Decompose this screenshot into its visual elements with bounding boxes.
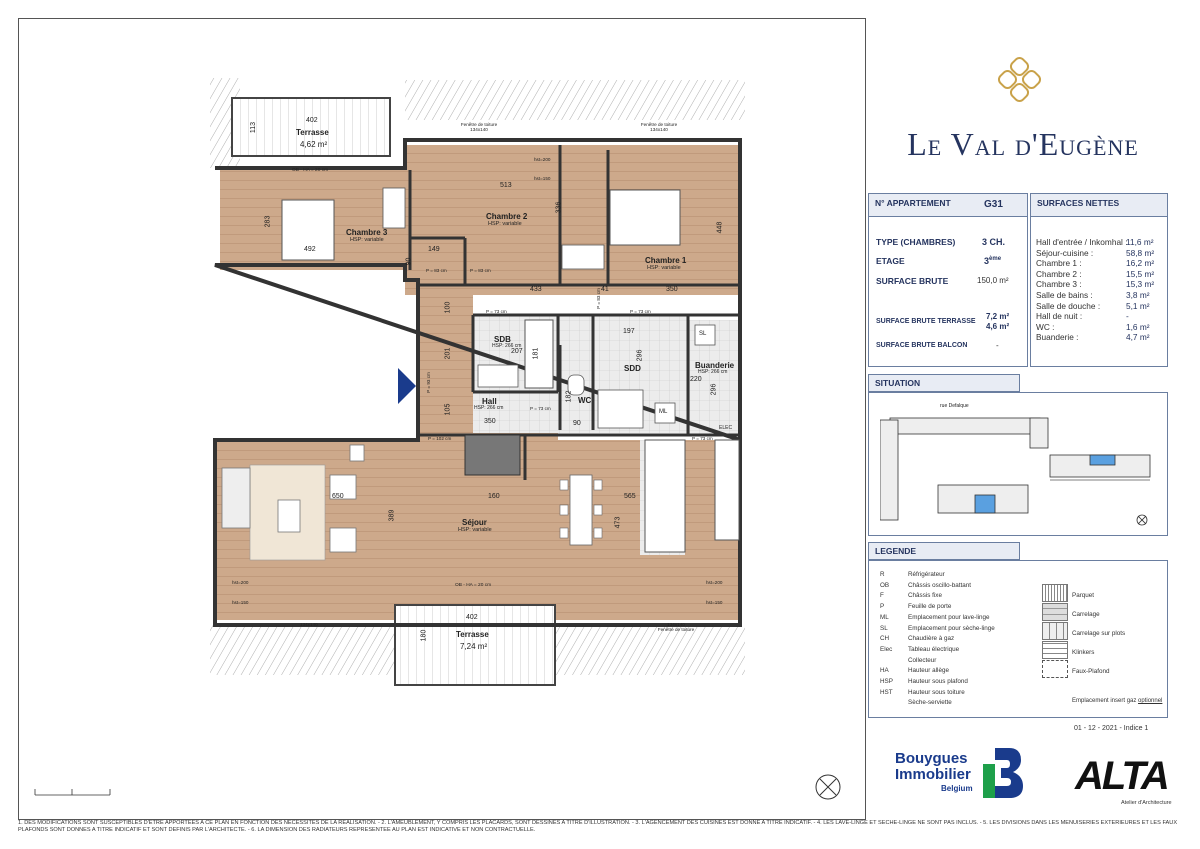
legend-material-swatch — [1042, 641, 1068, 659]
note-p: P = 73 cm — [630, 309, 651, 314]
room-sdd: SDD — [624, 364, 641, 373]
dim: 181 — [532, 347, 540, 360]
surface-row-name: Hall d'entrée / Inkomhal : — [1036, 237, 1128, 247]
dim: 402 — [466, 614, 478, 621]
date-line: 01 - 12 - 2021 - Indice 1 — [1074, 725, 1149, 732]
gross-value: 150,0 m² — [977, 276, 1009, 285]
room-chambre3: Chambre 3 — [346, 228, 388, 237]
note-hst: hst=150 — [232, 600, 249, 605]
dim: 513 — [500, 182, 512, 189]
dim: 389 — [388, 509, 396, 522]
note-p: P = 93 cm — [425, 372, 431, 393]
dim: 402 — [306, 117, 318, 124]
surface-row-name: Chambre 3 : — [1036, 279, 1082, 290]
room-chambre2-hsp: HSP: variable — [488, 221, 522, 227]
legend-code: F — [880, 592, 884, 600]
dim: 201 — [444, 347, 452, 360]
note-window: 134x140 — [300, 622, 318, 627]
surface-row-value: 58,8 m² — [1126, 247, 1155, 258]
room-buanderie-hsp: HSP: 266 cm — [698, 369, 728, 375]
dim: 220 — [690, 376, 702, 383]
dim: 90 — [573, 420, 581, 427]
legend-text: Sèche-serviette — [908, 699, 952, 707]
surface-row-value: - — [1126, 311, 1129, 322]
note-ob: OB - HA = 20 cm — [455, 583, 492, 588]
room-buanderie: Buanderie — [695, 361, 735, 370]
surface-row-value: 1,6 m² — [1126, 321, 1150, 332]
room-chambre2: Chambre 2 — [486, 212, 528, 221]
dim: 41 — [601, 286, 609, 293]
legend-material-label: Faux-Plafond — [1072, 668, 1110, 675]
situation-street: rue Defalque — [940, 403, 969, 409]
dim: 296 — [636, 349, 644, 362]
surface-row-value: 11,6 m² — [1126, 237, 1154, 247]
legend-material-label: Carrelage — [1072, 611, 1100, 618]
dim: 350 — [484, 418, 496, 425]
surface-row-name: Buanderie : — [1036, 332, 1079, 343]
dim: 448 — [716, 221, 724, 234]
alta-logo: ALTA Atelier d'Architecture — [1075, 754, 1172, 806]
type-value: 3 CH. — [982, 237, 1006, 247]
note-p: P = 83 cm — [595, 288, 601, 309]
legend-code: OB — [880, 581, 890, 589]
surface-row-value: 4,7 m² — [1126, 332, 1150, 343]
legend-text: Emplacement pour lave-linge — [908, 613, 990, 621]
dim: 283 — [264, 215, 272, 228]
room-terrace-bottom: Terrasse — [456, 630, 489, 639]
surface-row-value: 15,3 m² — [1126, 279, 1155, 290]
legend-material-label: Carrelage sur plots — [1072, 630, 1126, 637]
legend-material-swatch — [1042, 584, 1068, 602]
dim: 433 — [530, 286, 542, 293]
dim: 149 — [428, 246, 440, 253]
note-p: P = 73 cm — [486, 309, 507, 314]
room-sdb: SDB — [494, 335, 511, 344]
dim: 90 — [405, 257, 413, 266]
legend-material-label: Klinkers — [1072, 649, 1095, 656]
situation-map — [880, 400, 1160, 530]
dim: 336 — [555, 201, 563, 214]
legend-text: Feuille de porte — [908, 603, 952, 611]
surface-row-value: 16,2 m² — [1126, 258, 1155, 269]
room-chambre1-hsp: HSP: variable — [647, 265, 681, 271]
surface-row-value: 5,1 m² — [1126, 300, 1150, 311]
surface-row-name: Salle de bains : — [1036, 290, 1093, 300]
note-ob: OB - HA = 20 cm — [292, 168, 329, 173]
legend-text: Emplacement pour sèche-linge — [908, 624, 995, 632]
floor-label: ETAGE — [876, 256, 905, 266]
note-window: Fenêtre de toiture 134x140 — [460, 122, 498, 132]
terrace-label: SURFACE BRUTE TERRASSE — [876, 318, 976, 325]
surface-row-name: Salle de douche : — [1036, 300, 1101, 311]
legend-text: Châssis oscillo-battant — [908, 581, 971, 589]
dim: 473 — [614, 516, 622, 529]
dim: 197 — [623, 328, 635, 335]
legend-text: Châssis fixe — [908, 592, 942, 600]
note-p: P = 73 cm — [530, 406, 551, 411]
note-hst: hst=200 — [706, 580, 723, 585]
surface-row-value: 3,8 m² — [1126, 290, 1150, 300]
room-sdb-hsp: HSP: 266 cm — [492, 343, 522, 349]
gross-label: SURFACE BRUTE — [876, 276, 949, 286]
room-terrace-bottom-area: 7,24 m² — [460, 642, 488, 651]
note-hst: hst=150 — [706, 600, 723, 605]
legend-material-swatch — [1042, 603, 1068, 621]
dim: 207 — [511, 348, 523, 355]
room-sejour-hsp: HSP: variable — [458, 527, 492, 533]
surface-row-name: WC : — [1036, 321, 1055, 332]
note-p: P = 102 cm — [428, 436, 452, 441]
legend-code: SL — [880, 624, 888, 632]
room-sejour: Séjour — [462, 518, 487, 527]
dim: 180 — [420, 629, 428, 642]
legend-material-label: Parquet — [1072, 592, 1095, 599]
terrace-value-1: 7,2 m² — [986, 312, 1010, 321]
note-p: P = 83 cm — [470, 268, 491, 273]
room-terrace-top: Terrasse — [296, 128, 329, 137]
note-hst: hst=200 — [534, 157, 551, 162]
note-sl: SL — [699, 331, 707, 337]
room-chambre1: Chambre 1 — [645, 256, 687, 265]
apartment-number-header: N° APPARTEMENT G31 — [868, 193, 1028, 217]
room-hall: Hall — [482, 397, 497, 406]
legend-insert: Emplacement insert gaz optionnel — [1072, 698, 1163, 704]
surface-row-name: Séjour-cuisine : — [1036, 247, 1094, 258]
dim: 492 — [304, 246, 316, 253]
note-window: Fenêtre de toiture 134x140 — [640, 122, 678, 132]
dim: 182 — [565, 390, 573, 403]
brand-title: Le Val d'Eugène — [907, 126, 1139, 162]
dim: 105 — [444, 403, 452, 416]
legend-text: Tableau électrique — [908, 645, 960, 653]
terrace-value-2: 4,6 m² — [986, 322, 1010, 331]
dim: 650 — [332, 493, 344, 500]
legend-material-swatch — [1042, 622, 1068, 640]
bouygues-b-icon — [983, 746, 1023, 802]
surface-row-value: 15,5 m² — [1126, 268, 1155, 279]
dim: 565 — [624, 493, 636, 500]
note-ml: ML — [659, 409, 668, 415]
surfaces-header: SURFACES NETTES — [1030, 193, 1168, 217]
note-window: 134x140 Fenêtre de toiture — [657, 622, 695, 632]
dim: 113 — [250, 121, 258, 134]
legend-code: ML — [880, 613, 889, 621]
dim: 160 — [488, 493, 500, 500]
note-p: P = 73 cm — [692, 436, 713, 441]
floor-value: 3ème — [984, 256, 1002, 266]
legend-code: P — [880, 603, 885, 611]
legend-text: Chaudière à gaz — [908, 635, 955, 643]
surface-row-name: Chambre 2 : — [1036, 268, 1082, 279]
note-elec: ELEC — [719, 425, 733, 431]
room-terrace-top-area: 4,62 m² — [300, 140, 328, 149]
surface-row-name: Hall de nuit : — [1036, 311, 1083, 322]
note-hst: hst=150 — [534, 176, 551, 181]
room-wc: WC — [578, 396, 592, 405]
legend-text: Hauteur allège — [908, 667, 949, 675]
footer-notes: 1. DES MODIFICATIONS SONT SUSCEPTIBLES D'ETRE APPORTEES A CE PLAN EN FONCTION DES NECESSITES DE LA REALISATION. - 2. L'AMEUBLEMENT, Y COMPRIS LES PLACARDS, SONT DESSINES A TITRE D'ILLUSTRATION. - 3. L'AGENCEMENT DES CUISINES EST DONNE A TITRE INDICATIF. - 4. LES LAVE-LINGE ET SECHE-LINGE NE SONT PAS INCLUS. - 5. LES DIVISIONS DANS LES MENUISERIES EXTERIEURES ET LES FAUX PLAFONDS SONT DONNES A TITRE INDICATIF ET SONT DEFINIS PAR L'ARCHITECTE. - 6. LA DIMENSION DES RADIATEURS REPRESENTEE AU PLAN EST INDICATIVE ET NON CONTRACTUELLE. — [18, 820, 1178, 833]
balcony-label: SURFACE BRUTE BALCON — [876, 342, 968, 349]
situation-header: SITUATION — [868, 374, 1020, 392]
surface-row-name: Chambre 1 : — [1036, 258, 1082, 269]
legend-code: Elec — [880, 645, 893, 653]
dim: 296 — [710, 383, 718, 396]
balcony-value: - — [996, 341, 999, 350]
note-p: P = 83 cm — [426, 268, 447, 273]
legend-header: LEGENDE — [868, 542, 1020, 560]
room-hall-hsp: HSP: 266 cm — [474, 405, 504, 411]
legend-code: HST — [880, 688, 893, 696]
bouygues-logo: Bouygues Immobilier Belgium — [895, 750, 1035, 805]
legend-code: HSP — [880, 678, 893, 685]
legend-text: Réfrigérateur — [908, 571, 945, 578]
legend-code: R — [880, 571, 885, 578]
legend-code: HA — [880, 667, 889, 675]
dim: 100 — [444, 301, 452, 314]
note-hst: hst=200 — [232, 580, 249, 585]
legend-material-swatch — [1042, 660, 1068, 678]
legend-text: Hauteur sous plafond — [908, 678, 968, 685]
brand-logo-icon — [990, 55, 1050, 110]
legend-code: CH — [880, 635, 890, 643]
type-label: TYPE (CHAMBRES) — [876, 237, 956, 247]
legend-text: Collecteur — [908, 656, 937, 664]
dim: 350 — [666, 286, 678, 293]
room-chambre3-hsp: HSP: variable — [350, 237, 384, 243]
legend-text: Hauteur sous toiture — [908, 688, 965, 696]
